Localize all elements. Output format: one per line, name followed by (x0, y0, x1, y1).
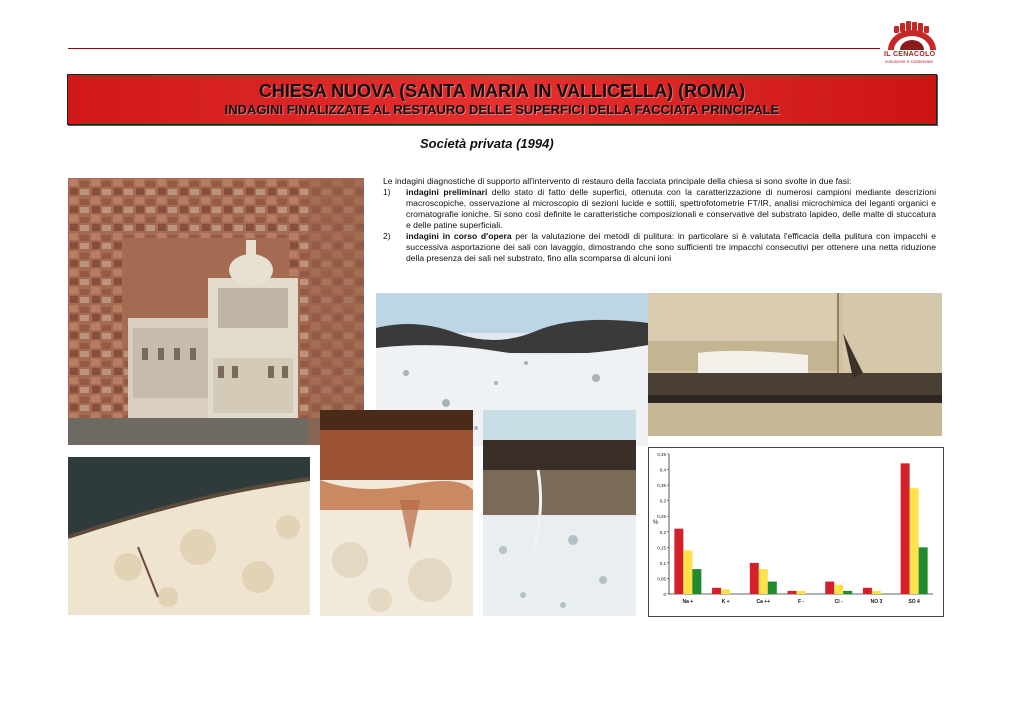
cross-section-photo-2 (483, 410, 636, 616)
x-tick-label: Ca ++ (756, 599, 771, 605)
item-heading: indagini preliminari (406, 187, 488, 197)
title-banner (67, 74, 937, 125)
item-heading: indagini in corso d'opera (406, 231, 512, 241)
chart-bar (797, 591, 806, 594)
y-tick-label: 0 (663, 592, 666, 597)
x-tick-label: K + (721, 599, 730, 605)
surface-closeup-photo (68, 457, 310, 615)
chart-bar (712, 588, 721, 594)
y-tick-label: 0,4 (659, 467, 666, 473)
x-tick-label: F - (797, 599, 805, 605)
chart-bar (919, 547, 928, 594)
x-tick-label: SO 4 (908, 599, 920, 605)
item-body: per la valutazione dei metodi di pulitura: in particolare si è valutata l'efficacia della pulitura con impacchi e successiva asportazione dei sali con lavaggio, dimostrando che sono sufficienti tre impacchi consecutivi per ottenere una netta riduzione della presenza dei sali nel substrato, fino alla scomparsa di alcuni ioni (406, 231, 936, 263)
header-rule (68, 48, 880, 49)
chart-bar (863, 588, 872, 594)
chart-bar (872, 591, 881, 594)
x-tick-label: Cl - (834, 599, 843, 605)
y-axis-label: % (653, 520, 659, 526)
chart-bar (721, 589, 730, 594)
y-tick-label: 0,3 (659, 498, 666, 504)
chart-bar (768, 582, 777, 594)
chart-plot (649, 448, 943, 616)
page-subtitle: INDAGINI FINALIZZATE AL RESTAURO DELLE SUPERFICI DELLA FACCIATA PRINCIPALE (224, 102, 780, 117)
list-item (383, 187, 936, 231)
chart-bar (683, 550, 692, 594)
logo-name: IL CENACOLO (884, 51, 936, 58)
stone-facade-photo (648, 293, 942, 436)
chart-bar (834, 585, 843, 594)
chart-bar (692, 569, 701, 594)
ion-concentration-chart (648, 447, 944, 617)
y-tick-label: 0,1 (659, 560, 666, 566)
y-tick-label: 0,05 (657, 576, 666, 582)
y-tick-label: 0,35 (657, 483, 666, 489)
chart-bar (843, 591, 852, 594)
y-tick-label: 0,2 (659, 529, 666, 535)
y-tick-label: 0,45 (657, 452, 666, 457)
item-number: 1) (383, 187, 391, 197)
cross-section-photo-1 (320, 410, 473, 616)
x-tick-label: NO 3 (870, 599, 883, 605)
y-tick-label: 0,25 (657, 514, 666, 520)
chart-bar (788, 591, 797, 594)
intro-text (383, 176, 936, 264)
chart-bar (750, 563, 759, 594)
chart-bar (674, 529, 683, 594)
item-number: 2) (383, 231, 391, 241)
chart-bar (825, 582, 834, 594)
x-tick-label: Na + (682, 599, 694, 605)
list-item (383, 231, 936, 264)
page-title: CHIESA NUOVA (SANTA MARIA IN VALLICELLA) (ROMA) (258, 81, 746, 101)
logo-tagline: conoscere e conservare (885, 59, 934, 64)
y-tick-label: 0,15 (657, 545, 666, 551)
client-line: Società privata (1994) (420, 136, 554, 151)
chart-bar (910, 488, 919, 594)
item-body: dello stato di fatto delle superfici, ottenuta con la caratterizzazione di numerosi campioni mediante descrizioni macroscopiche, osservazione al microscopio di sezioni lucide e sottili, spettrofotometrie FT/IR, analisi microchimica dei leganti organici e cromatografie ioniche. Si sono così definite le caratteristiche composizionali e conservative del substrato lapideo, delle malte di stuccatura e delle patine superficiali. (406, 187, 936, 230)
aerial-photo (68, 178, 364, 445)
chart-bar (759, 569, 768, 594)
chart-bar (901, 463, 910, 594)
intro-lead: Le indagini diagnostiche di supporto all'intervento di restauro della facciata principale della chiesa si sono svolte in due fasi: (383, 176, 852, 186)
